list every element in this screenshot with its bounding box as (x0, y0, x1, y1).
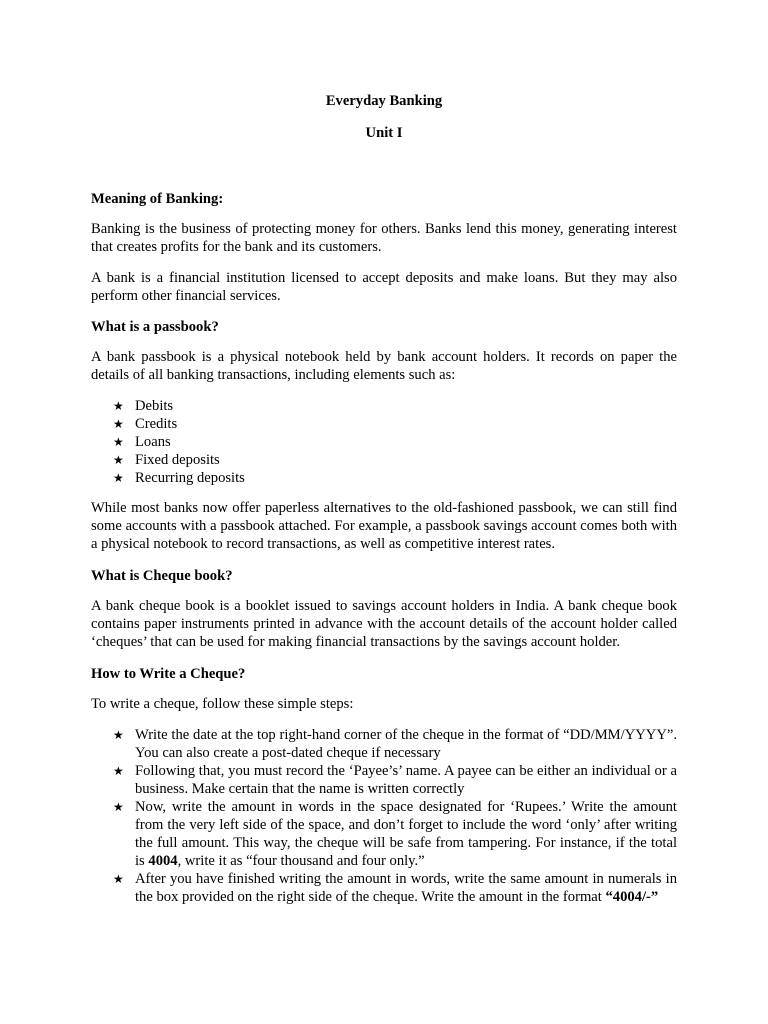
paragraph-bank-institution: A bank is a financial institution licensed to accept deposits and make loans. But they may also perform other financial services. (91, 270, 677, 304)
star-bullet-icon: ★ (113, 417, 124, 431)
paragraph-steps-intro: To write a cheque, follow these simple steps: (91, 696, 354, 712)
list-item: ★ After you have finished writing the amount in words, write the same amount in numerals in the box provided on the right side of the cheque. Write the amount in the format “4004/-” (113, 871, 677, 905)
heading-cheque-book: What is Cheque book? (91, 568, 233, 584)
passbook-elements-list (0, 397, 535, 487)
star-bullet-icon: ★ (113, 872, 124, 886)
document-title: Everyday Banking (325, 93, 443, 109)
star-bullet-icon: ★ (113, 764, 124, 778)
list-item: ★ Following that, you must record the ‘Payee’s’ name. A payee can be either an individual or a business. Make certain that the name is written correctly (113, 763, 677, 797)
star-bullet-icon: ★ (113, 435, 124, 449)
star-bullet-icon: ★ (113, 453, 124, 467)
star-bullet-icon: ★ (113, 399, 124, 413)
list-item: ★ Now, write the amount in words in the space designated for ‘Rupees.’ Write the amount from the very left side of the space, and don’t forget to include the word ‘only’ after writing the full amount. This way, the cheque will be safe from tampering. For instance, if the total is 4004, write it as “four thousand and four only.” (113, 799, 677, 869)
list-item: ★ Credits (113, 416, 178, 432)
paragraph-cheque-book-definition: A bank cheque book is a booklet issued to savings account holders in India. A bank cheque book contains paper instruments printed in advance with the account details of the account holder called ‘cheques’ that can be used for making financial transactions by the savings account holder. (91, 598, 677, 650)
unit-label: Unit I (365, 125, 403, 141)
paragraph-passbook-alternatives: While most banks now offer paperless alternatives to the old-fashioned passbook, we can still find some accounts with a passbook attached. For example, a passbook savings account comes both with a physical notebook to record transactions, as well as competitive interest rates. (91, 500, 677, 552)
heading-passbook: What is a passbook? (91, 319, 219, 335)
list-item: ★ Loans (113, 434, 171, 450)
paragraph-banking-definition: Banking is the business of protecting money for others. Banks lend this money, generating interest that creates profits for the bank and its customers. (91, 221, 677, 255)
star-bullet-icon: ★ (113, 471, 124, 485)
star-bullet-icon: ★ (113, 800, 124, 814)
heading-how-to-write-cheque: How to Write a Cheque? (91, 666, 246, 682)
list-item: ★ Fixed deposits (113, 452, 220, 468)
star-bullet-icon: ★ (113, 728, 124, 742)
cheque-steps-list (0, 726, 677, 906)
list-item: ★ Recurring deposits (113, 470, 245, 486)
paragraph-passbook-definition: A bank passbook is a physical notebook held by bank account holders. It records on paper the details of all banking transactions, including elements such as: (91, 349, 677, 383)
list-item: ★ Debits (113, 398, 174, 414)
list-item: ★ Write the date at the top right-hand corner of the cheque in the format of “DD/MM/YYYY”. You can also create a post-dated cheque if necessary (113, 727, 677, 761)
heading-meaning-of-banking: Meaning of Banking: (91, 191, 224, 207)
